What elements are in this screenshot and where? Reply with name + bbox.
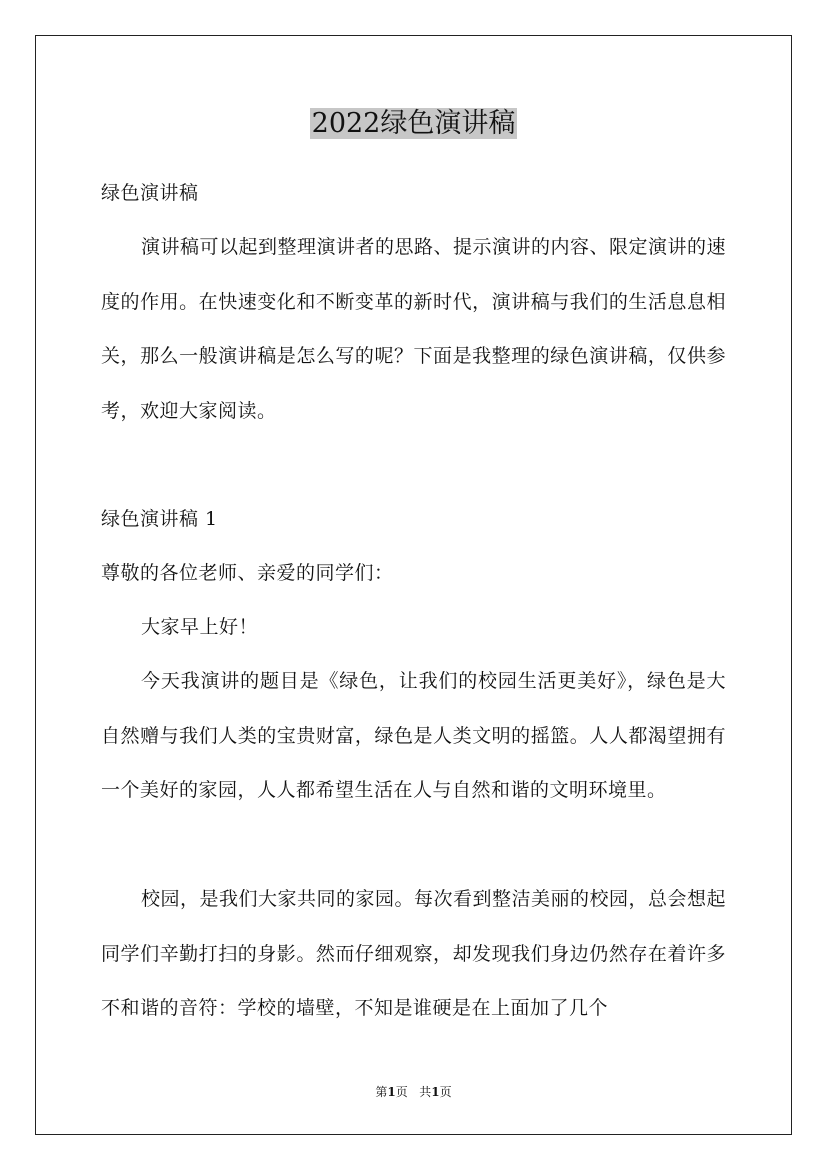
section-heading: 绿色演讲稿 1 [101,508,218,530]
paragraph-1: 今天我演讲的题目是《绿色，让我们的校园生活更美好》，绿色是大自然赠与我们人类的宝贵财富，绿色是人类文明的摇篮。人人都渴望拥有一个美好的家园，人人都希望生活在人与自然和谐的文明环境里。 [101,670,726,801]
page-footer [0,1084,827,1100]
total-pages: 1 [431,1085,440,1099]
paragraph-2: 校园，是我们大家共同的家园。每次看到整洁美丽的校园，总会想起同学们辛勤打扫的身影。然而仔细观察，却发现我们身边仍然存在着许多不和谐的音符：学校的墙壁，不知是谁硬是在上面加了几个 [101,888,727,1019]
page-suffix: 页 [395,1085,408,1099]
salutation: 尊敬的各位老师、亲爱的同学们： [101,562,394,584]
page-prefix: 第 [375,1085,388,1099]
total-prefix: 共 [419,1085,432,1099]
document-subtitle: 绿色演讲稿 [101,182,199,204]
intro-paragraph: 演讲稿可以起到整理演讲者的思路、提示演讲的内容、限定演讲的速度的作用。在快速变化和不断变革的新时代，演讲稿与我们的生活息息相关，那么一般演讲稿是怎么写的呢？下面是我整理的绿色演讲稿，仅供参考，欢迎大家阅读。 [101,236,727,422]
total-suffix: 页 [439,1085,452,1099]
title-text: 2022绿色演讲稿 [311,108,516,139]
greeting: 大家早上好！ [141,616,259,638]
page-number: 1 [387,1085,396,1099]
document-title [0,104,827,144]
